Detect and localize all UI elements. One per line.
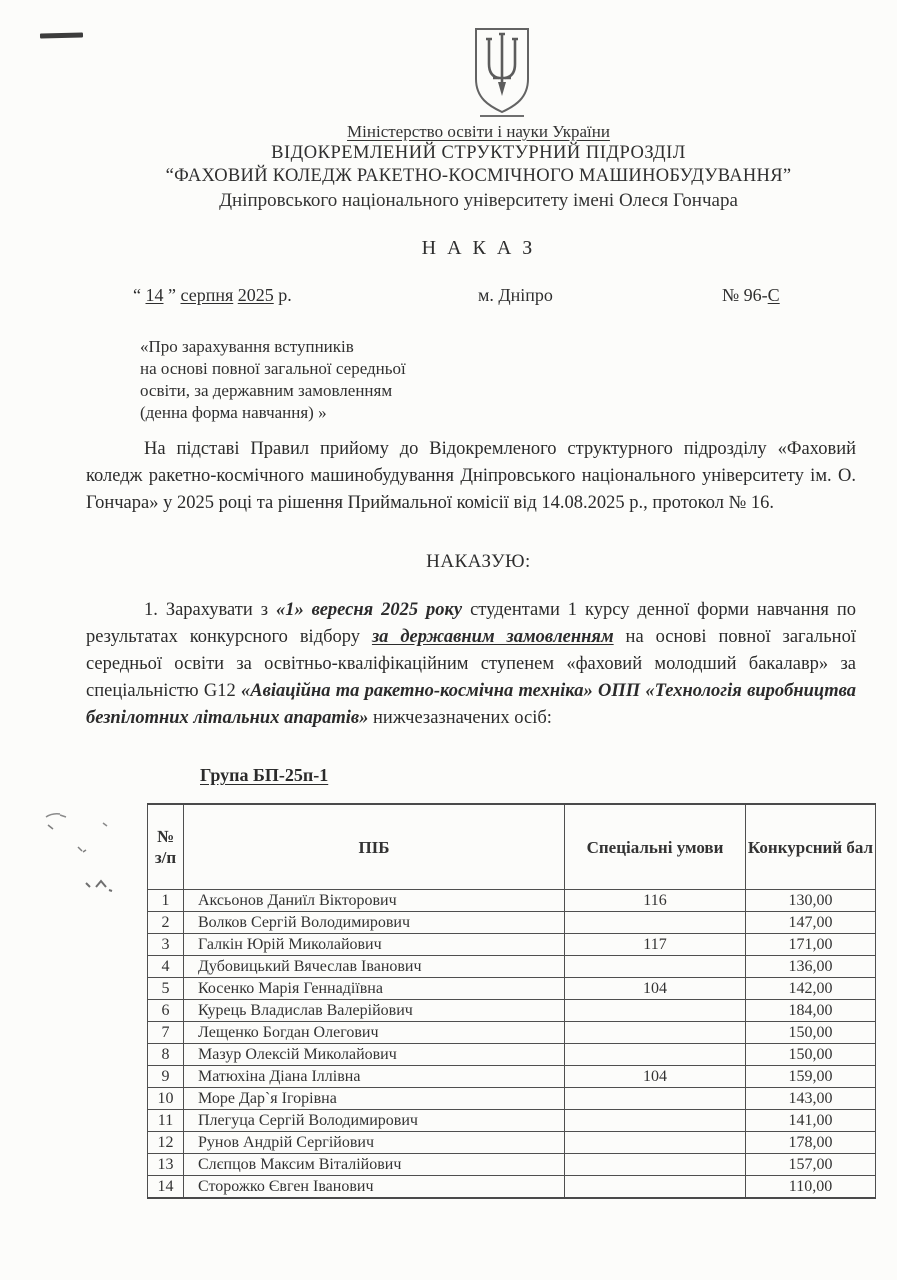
special-conditions (565, 1088, 746, 1110)
special-conditions (565, 1110, 746, 1132)
students-table-header (148, 804, 876, 890)
subject-block (140, 336, 406, 424)
subject-line: на основі повної загальної середньої (140, 359, 406, 378)
student-name: Слєпцов Максим Віталійович (184, 1154, 565, 1176)
header-row-number (148, 804, 184, 890)
table-row (148, 934, 876, 956)
competitive-score: 184,00 (746, 1000, 876, 1022)
row-number: 13 (148, 1154, 184, 1176)
table-row (148, 978, 876, 1000)
org-name-line1: ВІДОКРЕМЛЕНИЙ СТРУКТУРНИЙ ПІДРОЗДІЛ (271, 143, 686, 163)
special-conditions (565, 956, 746, 978)
row-number: 10 (148, 1088, 184, 1110)
student-name: Косенко Марія Геннадіївна (184, 978, 565, 1000)
special-conditions: 117 (565, 934, 746, 956)
competitive-score: 110,00 (746, 1176, 876, 1199)
table-row (148, 1044, 876, 1066)
competitive-score: 171,00 (746, 934, 876, 956)
p1-seg7: нижчезазначених осіб: (368, 708, 552, 728)
special-conditions (565, 1000, 746, 1022)
header-row (148, 804, 876, 890)
row-number: 5 (148, 978, 184, 1000)
ministry-line: Міністерство освіти і науки України (347, 122, 610, 141)
competitive-score: 150,00 (746, 1044, 876, 1066)
header-zp: з/п (154, 848, 177, 867)
row-number: 4 (148, 956, 184, 978)
student-name: Плегуца Сергій Володимирович (184, 1110, 565, 1132)
row-number: 6 (148, 1000, 184, 1022)
row-number: 12 (148, 1132, 184, 1154)
student-name: Рунов Андрій Сергійович (184, 1132, 565, 1154)
student-name: Матюхіна Діана Іллівна (184, 1066, 565, 1088)
students-table-body (148, 890, 876, 1199)
student-name: Дубовицький Вячеслав Іванович (184, 956, 565, 978)
document-title: Н А К А З (421, 237, 536, 259)
competitive-score: 178,00 (746, 1132, 876, 1154)
date-day: 14 (145, 285, 164, 305)
competitive-score: 141,00 (746, 1110, 876, 1132)
competitive-score: 147,00 (746, 912, 876, 934)
table-row (148, 1088, 876, 1110)
row-number: 8 (148, 1044, 184, 1066)
header-no: № (156, 827, 175, 846)
row-number: 2 (148, 912, 184, 934)
competitive-score: 143,00 (746, 1088, 876, 1110)
table-row (148, 1154, 876, 1176)
row-number: 11 (148, 1110, 184, 1132)
special-conditions (565, 1132, 746, 1154)
scan-artifact-pencil-marks (8, 805, 138, 905)
scan-artifact-dash (40, 32, 83, 38)
header-special-conditions: Спеціальні умови (565, 804, 746, 890)
order-heading: НАКАЗУЮ: (426, 551, 531, 572)
header-full-name: ПІБ (184, 804, 565, 890)
subject-line: освіти, за державним замовленням (140, 381, 393, 400)
subject-line: «Про зарахування вступників (140, 337, 354, 356)
student-name: Галкін Юрій Миколайович (184, 934, 565, 956)
subject-line: (денна форма навчання) » (140, 403, 327, 422)
emblem-base-line (480, 115, 524, 117)
student-name: Волков Сергій Володимирович (184, 912, 565, 934)
city-label: м. Дніпро (478, 285, 553, 305)
date-close-quote: ” (163, 285, 181, 305)
row-number: 9 (148, 1066, 184, 1088)
org-name-line2: “ФАХОВИЙ КОЛЕДЖ РАКЕТНО-КОСМІЧНОГО МАШИНОБУДУВАННЯ” (165, 166, 792, 186)
p1-date-emphasis: «1» вересня 2025 року (275, 600, 463, 620)
row-number: 14 (148, 1176, 184, 1199)
special-conditions: 104 (565, 1066, 746, 1088)
p1-seg5: на основі повної загальної середньої освіти за освітньо-кваліфікаційним ступенем «фаховий молодший бакалавр» за спеціальністю G12 (86, 627, 856, 701)
enrollment-paragraph (86, 597, 856, 732)
competitive-score: 157,00 (746, 1154, 876, 1176)
students-table (147, 803, 876, 1199)
row-number: 3 (148, 934, 184, 956)
row-number: 1 (148, 890, 184, 912)
order-number (722, 285, 780, 306)
competitive-score: 136,00 (746, 956, 876, 978)
table-row (148, 912, 876, 934)
student-name: Сторожко Євген Іванович (184, 1176, 565, 1199)
p1-specialty-emphasis: «Авіаційна та ракетно-космічна техніка» ОПП «Технологія виробництва безпілотних літальних апаратів» (86, 681, 856, 728)
ukraine-trident-emblem-icon (471, 26, 533, 116)
special-conditions: 104 (565, 978, 746, 1000)
special-conditions (565, 1176, 746, 1199)
order-number-letter: С (767, 285, 780, 305)
table-row (148, 1110, 876, 1132)
table-row (148, 956, 876, 978)
intro-paragraph: На підставі Правил прийому до Відокремленого структурного підрозділу «Фаховий коледж ракетно-космічного машинобудування Дніпровського національного університету ім. О. Гончара» у 2025 році та рішення Приймальної комісії від 14.08.2025 р., протокол № 16. (86, 439, 856, 513)
group-title: Група БП-25п-1 (200, 765, 329, 785)
table-row (148, 1132, 876, 1154)
p1-state-order-emphasis: за державним замовленням (371, 627, 614, 647)
date-field (133, 285, 292, 306)
table-row (148, 1022, 876, 1044)
special-conditions (565, 1154, 746, 1176)
competitive-score: 130,00 (746, 890, 876, 912)
special-conditions (565, 912, 746, 934)
date-year: 2025 (237, 285, 274, 305)
date-month: серпня (180, 285, 234, 305)
competitive-score: 142,00 (746, 978, 876, 1000)
date-year-suffix: р. (273, 285, 292, 305)
header-score: Конкурсний бал (746, 804, 876, 890)
org-name-line3: Дніпровського національного університету імені Олеся Гончара (219, 190, 738, 211)
student-name: Курець Владислав Валерійович (184, 1000, 565, 1022)
table-row (148, 890, 876, 912)
competitive-score: 150,00 (746, 1022, 876, 1044)
competitive-score: 159,00 (746, 1066, 876, 1088)
row-number: 7 (148, 1022, 184, 1044)
student-name: Лещенко Богдан Олегович (184, 1022, 565, 1044)
student-name: Море Дар`я Ігорівна (184, 1088, 565, 1110)
order-number-prefix: № 96- (722, 285, 768, 305)
date-open-quote: “ (133, 285, 146, 305)
student-name: Мазур Олексій Миколайович (184, 1044, 565, 1066)
special-conditions (565, 1022, 746, 1044)
table-row (148, 1066, 876, 1088)
p1-seg3: студентами 1 курсу денної форми навчання по результатах конкурсного відбору (86, 600, 856, 647)
table-row (148, 1176, 876, 1199)
special-conditions (565, 1044, 746, 1066)
trident-tip (498, 82, 506, 96)
student-name: Аксьонов Даниїл Вікторович (184, 890, 565, 912)
special-conditions: 116 (565, 890, 746, 912)
table-row (148, 1000, 876, 1022)
p1-seg1: 1. Зарахувати з (144, 600, 276, 620)
